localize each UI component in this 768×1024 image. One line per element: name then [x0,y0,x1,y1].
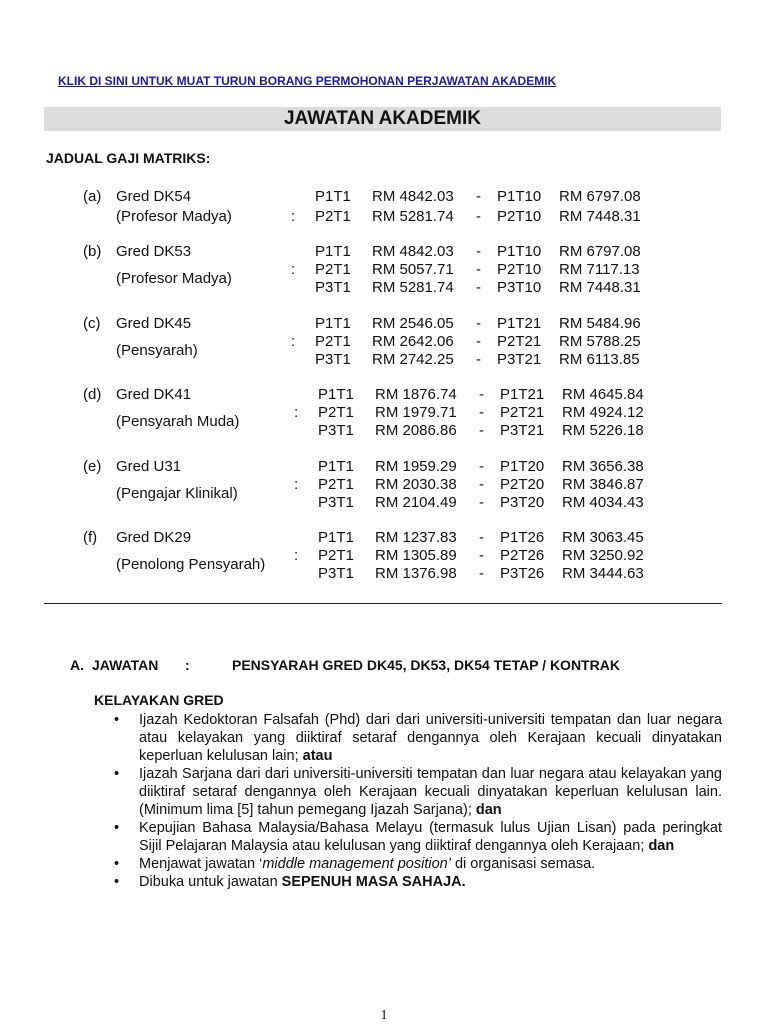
salary-to-code: P3T26 [500,565,545,582]
grade-code: Gred DK29 [116,529,192,546]
salary-to-code: P1T10 [497,243,542,260]
salary-to-code: P3T21 [497,351,542,368]
salary-to-code: P3T10 [497,279,542,296]
qualification-text: Ijazah Kedoktoran Falsafah (Phd) dari dari universiti-universiti tempatan dan luar negara atau kelayakan yang diiktiraf setaraf dengannya oleh Kerajaan kecuali dinyatakan keperluan kelulusan lain; [139,712,722,764]
salary-from-code: P3T1 [315,351,351,368]
salary-from-code: P3T1 [318,422,354,439]
salary-range-dash: - [479,476,484,493]
salary-from-amount: RM 1876.74 [375,386,457,403]
salary-range-dash: - [476,188,481,205]
salary-range-dash: - [479,386,484,403]
title-bar [44,107,721,131]
salary-to-code: P2T26 [500,547,545,564]
salary-from-code: P3T1 [318,565,354,582]
grade-letter: (b) [83,243,102,260]
salary-from-amount: RM 2086.86 [375,422,457,439]
salary-from-code: P1T1 [315,188,351,205]
grade-code: Gred DK53 [116,243,192,260]
grade-position: (Profesor Madya) [116,270,232,287]
qualification-italic: middle management position’ [262,856,451,872]
section-a-heading: JAWATAN [92,657,159,673]
salary-to-amount: RM 5484.96 [559,315,641,332]
salary-to-amount: RM 6797.08 [559,188,641,205]
salary-to-amount: RM 3656.38 [562,458,644,475]
salary-from-code: P1T1 [315,315,351,332]
salary-from-amount: RM 5281.74 [372,208,454,225]
salary-colon: : [294,547,299,564]
page-title: JAWATAN AKADEMIK [283,108,482,129]
salary-colon: : [291,333,296,350]
salary-to-code: P1T10 [497,188,542,205]
qualification-bold: dan [648,838,675,854]
salary-to-code: P2T21 [500,404,545,421]
salary-from-code: P3T1 [318,494,354,511]
grade-letter: (f) [83,529,98,546]
salary-from-amount: RM 2742.25 [372,351,454,368]
qualification-bold: dan [475,802,502,818]
salary-from-code: P1T1 [318,529,354,546]
salary-from-amount: RM 1376.98 [375,565,457,582]
qualification-item [114,819,722,855]
salary-range-dash: - [476,315,481,332]
salary-from-code: P2T1 [318,547,354,564]
divider-line [44,603,722,604]
salary-to-amount: RM 4034.43 [562,494,644,511]
salary-from-code: P2T1 [315,208,351,225]
salary-from-amount: RM 2642.06 [372,333,454,350]
salary-to-amount: RM 5788.25 [559,333,641,350]
salary-heading: JADUAL GAJI MATRIKS: [46,150,211,166]
salary-to-amount: RM 7448.31 [559,279,641,296]
salary-colon: : [294,404,299,421]
salary-from-amount: RM 4842.03 [372,243,454,260]
salary-from-code: P2T1 [318,404,354,421]
salary-to-amount: RM 3846.87 [562,476,644,493]
grade-position: (Profesor Madya) [116,208,232,225]
salary-range-dash: - [476,243,481,260]
bullet-icon: • [114,820,120,836]
qualification-bold: atau [302,748,333,764]
grade-position: (Pensyarah) [116,342,198,359]
salary-to-amount: RM 4645.84 [562,386,644,403]
grade-code: Gred U31 [116,458,182,475]
salary-from-amount: RM 1979.71 [375,404,457,421]
salary-range-dash: - [479,565,484,582]
salary-from-amount: RM 1959.29 [375,458,457,475]
qualification-item [114,711,722,765]
salary-from-code: P1T1 [318,386,354,403]
salary-range-dash: - [476,261,481,278]
section-a-colon: : [185,657,190,673]
download-form-link[interactable]: KLIK DI SINI UNTUK MUAT TURUN BORANG PERMOHONAN PERJAWATAN AKADEMIK [58,74,557,88]
salary-from-code: P1T1 [315,243,351,260]
grade-letter: (e) [83,458,102,475]
salary-range-dash: - [479,458,484,475]
salary-colon: : [291,208,296,225]
qualification-text: Kepujian Bahasa Malaysia/Bahasa Melayu (termasuk lulus Ujian Lisan) pada peringkat Sijil Pelajaran Malaysia atau kelulusan yang diiktiraf dengannya oleh Kerajaan; [139,820,722,854]
kelayakan-heading: KELAYAKAN GRED [94,692,224,708]
salary-range-dash: - [476,351,481,368]
salary-to-amount: RM 3444.63 [562,565,644,582]
grade-position: (Penolong Pensyarah) [116,556,266,573]
grade-position: (Pensyarah Muda) [116,413,240,430]
page-number: 1 [380,1008,388,1023]
salary-colon: : [294,476,299,493]
salary-to-amount: RM 7448.31 [559,208,641,225]
salary-from-amount: RM 4842.03 [372,188,454,205]
qualification-text: Dibuka untuk jawatan [139,874,282,890]
salary-from-code: P3T1 [315,279,351,296]
qualification-bold: SEPENUH MASA SAHAJA. [281,874,466,890]
bullet-icon: • [114,874,120,890]
bullet-icon: • [114,766,120,782]
salary-to-amount: RM 5226.18 [562,422,644,439]
salary-to-amount: RM 6797.08 [559,243,641,260]
qualification-item [114,873,722,891]
grade-letter: (a) [83,188,102,205]
salary-to-code: P1T26 [500,529,545,546]
salary-range-dash: - [476,279,481,296]
salary-to-code: P3T20 [500,494,545,511]
section-a-value: PENSYARAH GRED DK45, DK53, DK54 TETAP / KONTRAK [232,657,620,673]
salary-to-code: P1T20 [500,458,545,475]
salary-to-amount: RM 6113.85 [559,351,640,368]
qualification-text: di organisasi semasa. [450,856,596,872]
salary-to-code: P2T10 [497,208,542,225]
salary-to-amount: RM 4924.12 [562,404,644,421]
bullet-icon: • [114,856,120,872]
salary-range-dash: - [479,422,484,439]
grade-letter: (d) [83,386,102,403]
salary-from-amount: RM 2104.49 [375,494,457,511]
grade-code: Gred DK41 [116,386,192,403]
qualification-item [114,855,722,873]
salary-from-code: P1T1 [318,458,354,475]
qualification-text: Menjawat jawatan ‘ [139,856,263,872]
salary-from-amount: RM 5057.71 [372,261,454,278]
salary-to-code: P2T10 [497,261,542,278]
salary-from-amount: RM 2030.38 [375,476,457,493]
salary-range-dash: - [479,529,484,546]
salary-range-dash: - [476,208,481,225]
salary-to-code: P1T21 [497,315,542,332]
salary-range-dash: - [479,494,484,511]
salary-from-code: P2T1 [318,476,354,493]
salary-from-code: P2T1 [315,261,351,278]
salary-range-dash: - [479,404,484,421]
salary-to-code: P2T20 [500,476,545,493]
salary-range-dash: - [479,547,484,564]
salary-colon: : [291,261,296,278]
salary-to-code: P2T21 [497,333,542,350]
qualification-text: Ijazah Sarjana dari dari universiti-universiti tempatan dan luar negara atau kelayakan yang diiktiraf setaraf dengannya oleh Kerajaan kecuali dinyatakan keperluan kelulusan lain. (Minimum lima [5] tahun pemegang Ijazah Sarjana); [139,766,722,818]
qualification-list [114,711,722,891]
salary-from-code: P2T1 [315,333,351,350]
salary-from-amount: RM 5281.74 [372,279,454,296]
salary-from-amount: RM 1237.83 [375,529,457,546]
salary-to-code: P3T21 [500,422,545,439]
salary-to-amount: RM 3063.45 [562,529,644,546]
grade-letter: (c) [83,315,101,332]
bullet-icon: • [114,712,120,728]
grade-code: Gred DK45 [116,315,192,332]
salary-from-amount: RM 1305.89 [375,547,457,564]
salary-to-amount: RM 7117.13 [559,261,640,278]
salary-from-amount: RM 2546.05 [372,315,454,332]
salary-to-code: P1T21 [500,386,545,403]
salary-range-dash: - [476,333,481,350]
section-a-label: A. [70,657,84,673]
salary-to-amount: RM 3250.92 [562,547,644,564]
qualification-item [114,765,722,819]
grade-position: (Pengajar Klinikal) [116,485,238,502]
grade-code: Gred DK54 [116,188,192,205]
